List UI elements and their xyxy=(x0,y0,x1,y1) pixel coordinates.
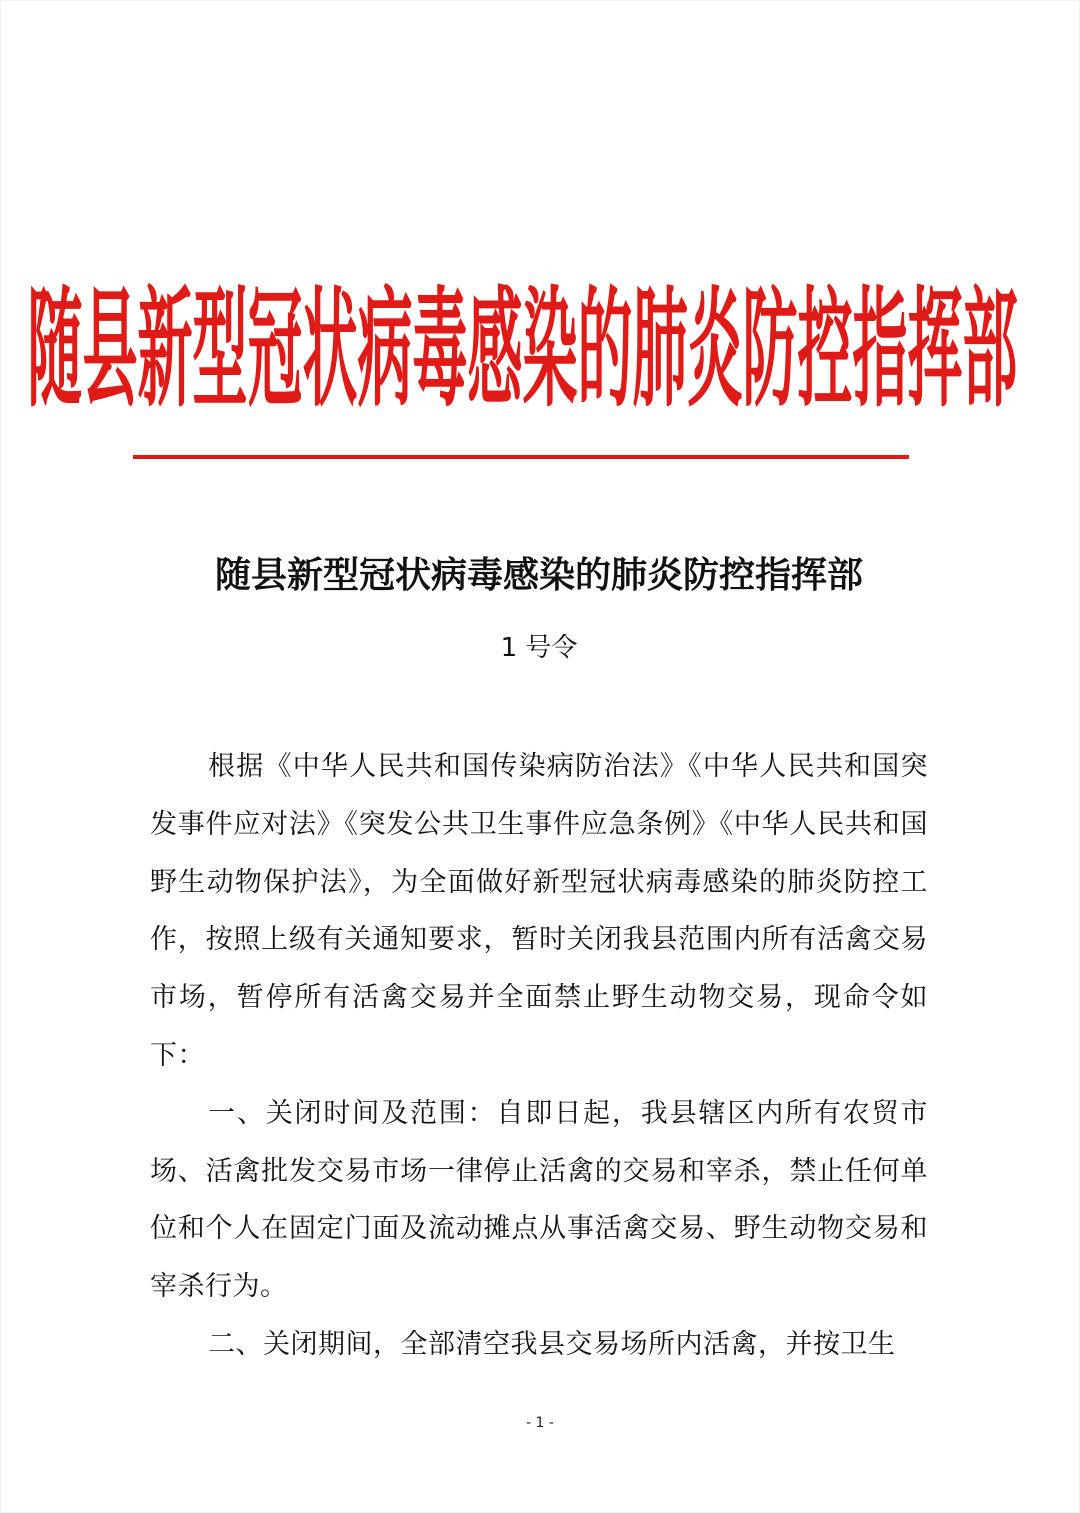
red-masthead xyxy=(27,273,1018,425)
document-title: 随县新型冠状病毒感染的肺炎防控指挥部 xyxy=(214,554,863,596)
paragraph-item-1: 一、关闭时间及范围：自即日起，我县辖区内所有农贸市场、活禽批发交易市场一律停止活禽的交易和宰杀，禁止任何单位和个人在固定门面及流动摊点从事活禽交易、野生动物交易和宰杀行为。 xyxy=(150,1097,928,1303)
paragraph-item-2: 二、关闭期间，全部清空我县交易场所内活禽，并按卫生 xyxy=(208,1328,896,1360)
masthead-title: 随县新型冠状病毒感染的肺炎防控指挥部 xyxy=(27,273,1018,425)
order-number: 1 号令 xyxy=(500,633,578,663)
page-number: - 1 - xyxy=(526,1415,554,1431)
paragraph-intro: 根据《中华人民共和国传染病防治法》《中华人民共和国突发事件应对法》《突发公共卫生事件应急条例》《中华人民共和国野生动物保护法》，为全面做好新型冠状病毒感染的肺炎防控工作，按照上级有关通知要求，暂时关闭我县范围内所有活禽交易市场，暂停所有活禽交易并全面禁止野生动物交易，现命令如下： xyxy=(150,751,928,1071)
document-body xyxy=(150,738,928,1374)
red-divider-line xyxy=(133,455,909,459)
